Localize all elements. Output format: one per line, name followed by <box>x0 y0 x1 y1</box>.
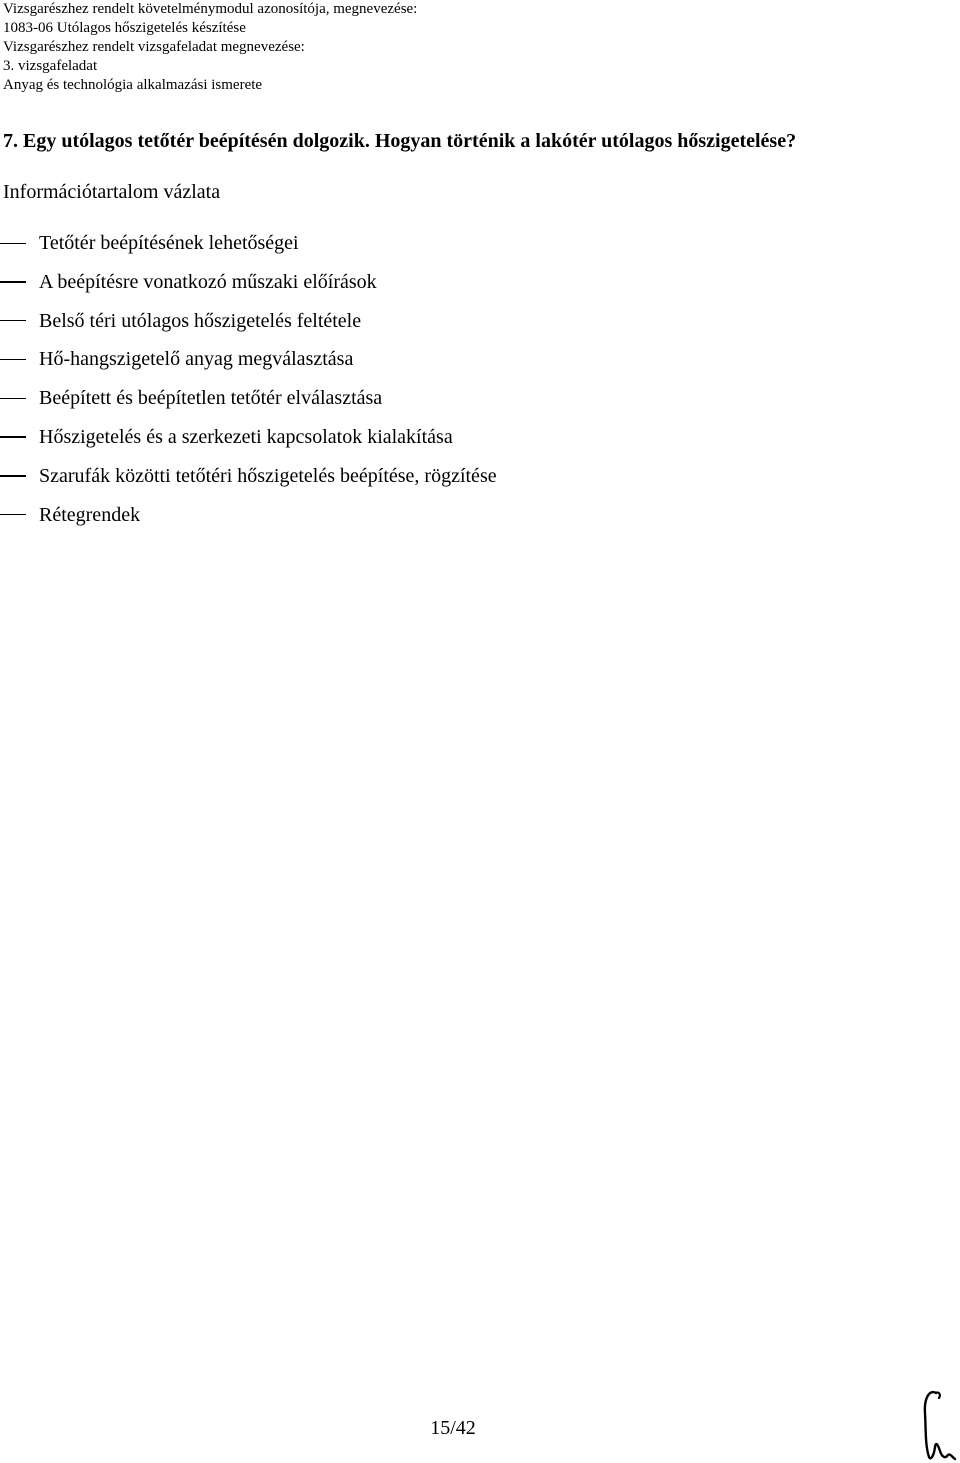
outline-title: Információtartalom vázlata <box>3 181 221 203</box>
list-item-text: Hő-hangszigetelő anyag megválasztása <box>39 348 354 371</box>
question-heading: 7. Egy utólagos tetőtér beépítésén dolgozik. Hogyan történik a lakótér utólagos hőszigetelése? <box>3 130 797 152</box>
list-item-text: Belső téri utólagos hőszigetelés feltétele <box>39 309 362 332</box>
header-module-name: 1083-06 Utólagos hőszigetelés készítése <box>3 20 246 36</box>
header-module-label: Vizsgarészhez rendelt követelménymodul azonosítója, megnevezése: <box>3 1 418 17</box>
list-item-text: Hőszigetelés és a szerkezeti kapcsolatok kialakítása <box>39 425 453 448</box>
dash-bullet-icon <box>0 243 26 244</box>
dash-bullet-icon <box>0 436 26 437</box>
header-task-number: 3. vizsgafeladat <box>3 58 98 74</box>
list-item-text: Tetőtér beépítésének lehetőségei <box>39 232 299 254</box>
list-item-text: Szarufák közötti tetőtéri hőszigetelés beépítése, rögzítése <box>39 464 497 487</box>
dash-bullet-icon <box>0 281 26 282</box>
dash-bullet-icon <box>0 398 26 399</box>
dash-bullet-icon <box>0 359 26 360</box>
dash-bullet-icon <box>0 320 26 321</box>
list-item-text: Rétegrendek <box>39 503 141 526</box>
list-item-text: A beépítésre vonatkozó műszaki előírások <box>39 270 377 293</box>
header-task-name: Anyag és technológia alkalmazási ismerete <box>3 77 263 93</box>
list-item-text: Beépített és beépítetlen tetőtér elválasztása <box>39 387 383 410</box>
dash-bullet-icon <box>0 514 26 515</box>
document-header <box>3 0 943 95</box>
dash-bullet-icon <box>0 475 26 476</box>
signature-icon <box>915 1385 960 1463</box>
page-number: 15/42 <box>430 1417 476 1439</box>
header-task-label: Vizsgarészhez rendelt vizsgafeladat megnevezése: <box>3 39 305 55</box>
